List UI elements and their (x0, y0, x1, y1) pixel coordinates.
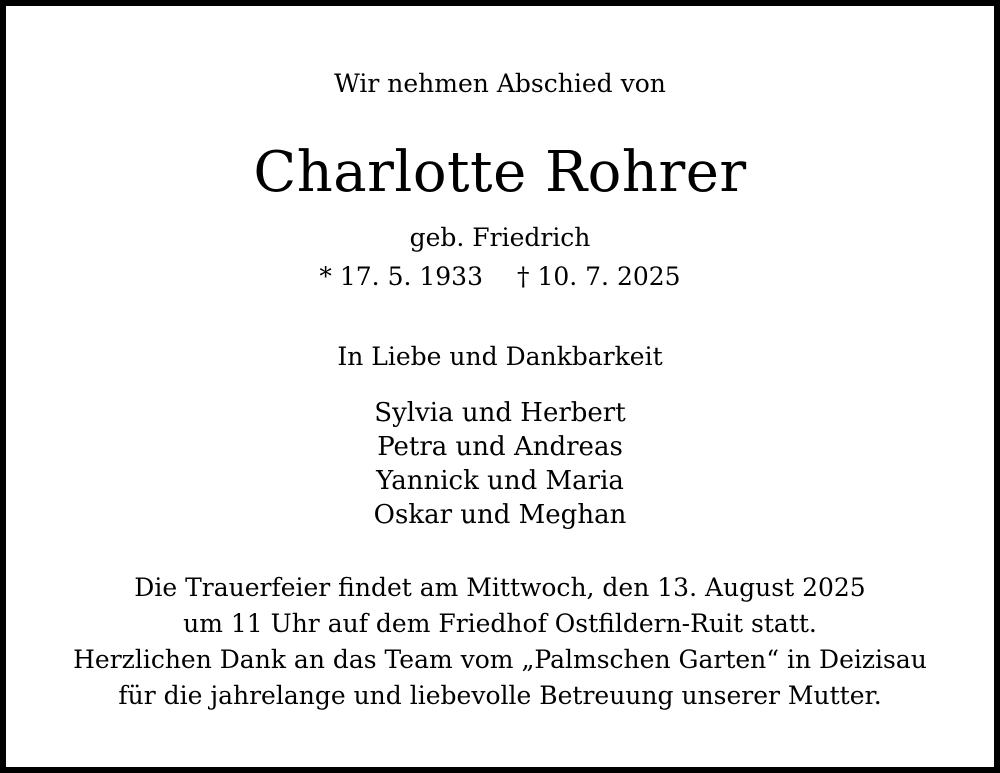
birth-name: geb. Friedrich (409, 223, 591, 252)
family-member: Oskar und Meghan (373, 500, 627, 530)
deceased-name: Charlotte Rohrer (253, 140, 747, 205)
death-date: † 10. 7. 2025 (517, 262, 681, 291)
funeral-notice-line: Die Trauerfeier findet am Mittwoch, den 13. August 2025 (134, 573, 866, 602)
thanks-line: Herzlichen Dank an das Team vom „Palmschen Garten“ in Deizisau (73, 645, 927, 674)
life-dates (6, 262, 994, 291)
family-member: Petra und Andreas (377, 432, 623, 462)
birth-date: * 17. 5. 1933 (319, 262, 483, 291)
funeral-notice-line: um 11 Uhr auf dem Friedhof Ostfildern-Ruit statt. (183, 609, 817, 638)
thanks-line: für die jahrelange und liebevolle Betreuung unserer Mutter. (118, 681, 882, 710)
intro-text: Wir nehmen Abschied von (334, 69, 666, 98)
dedication-text: In Liebe und Dankbarkeit (337, 342, 663, 371)
family-member: Sylvia und Herbert (374, 398, 626, 428)
family-member: Yannick und Maria (376, 466, 624, 496)
